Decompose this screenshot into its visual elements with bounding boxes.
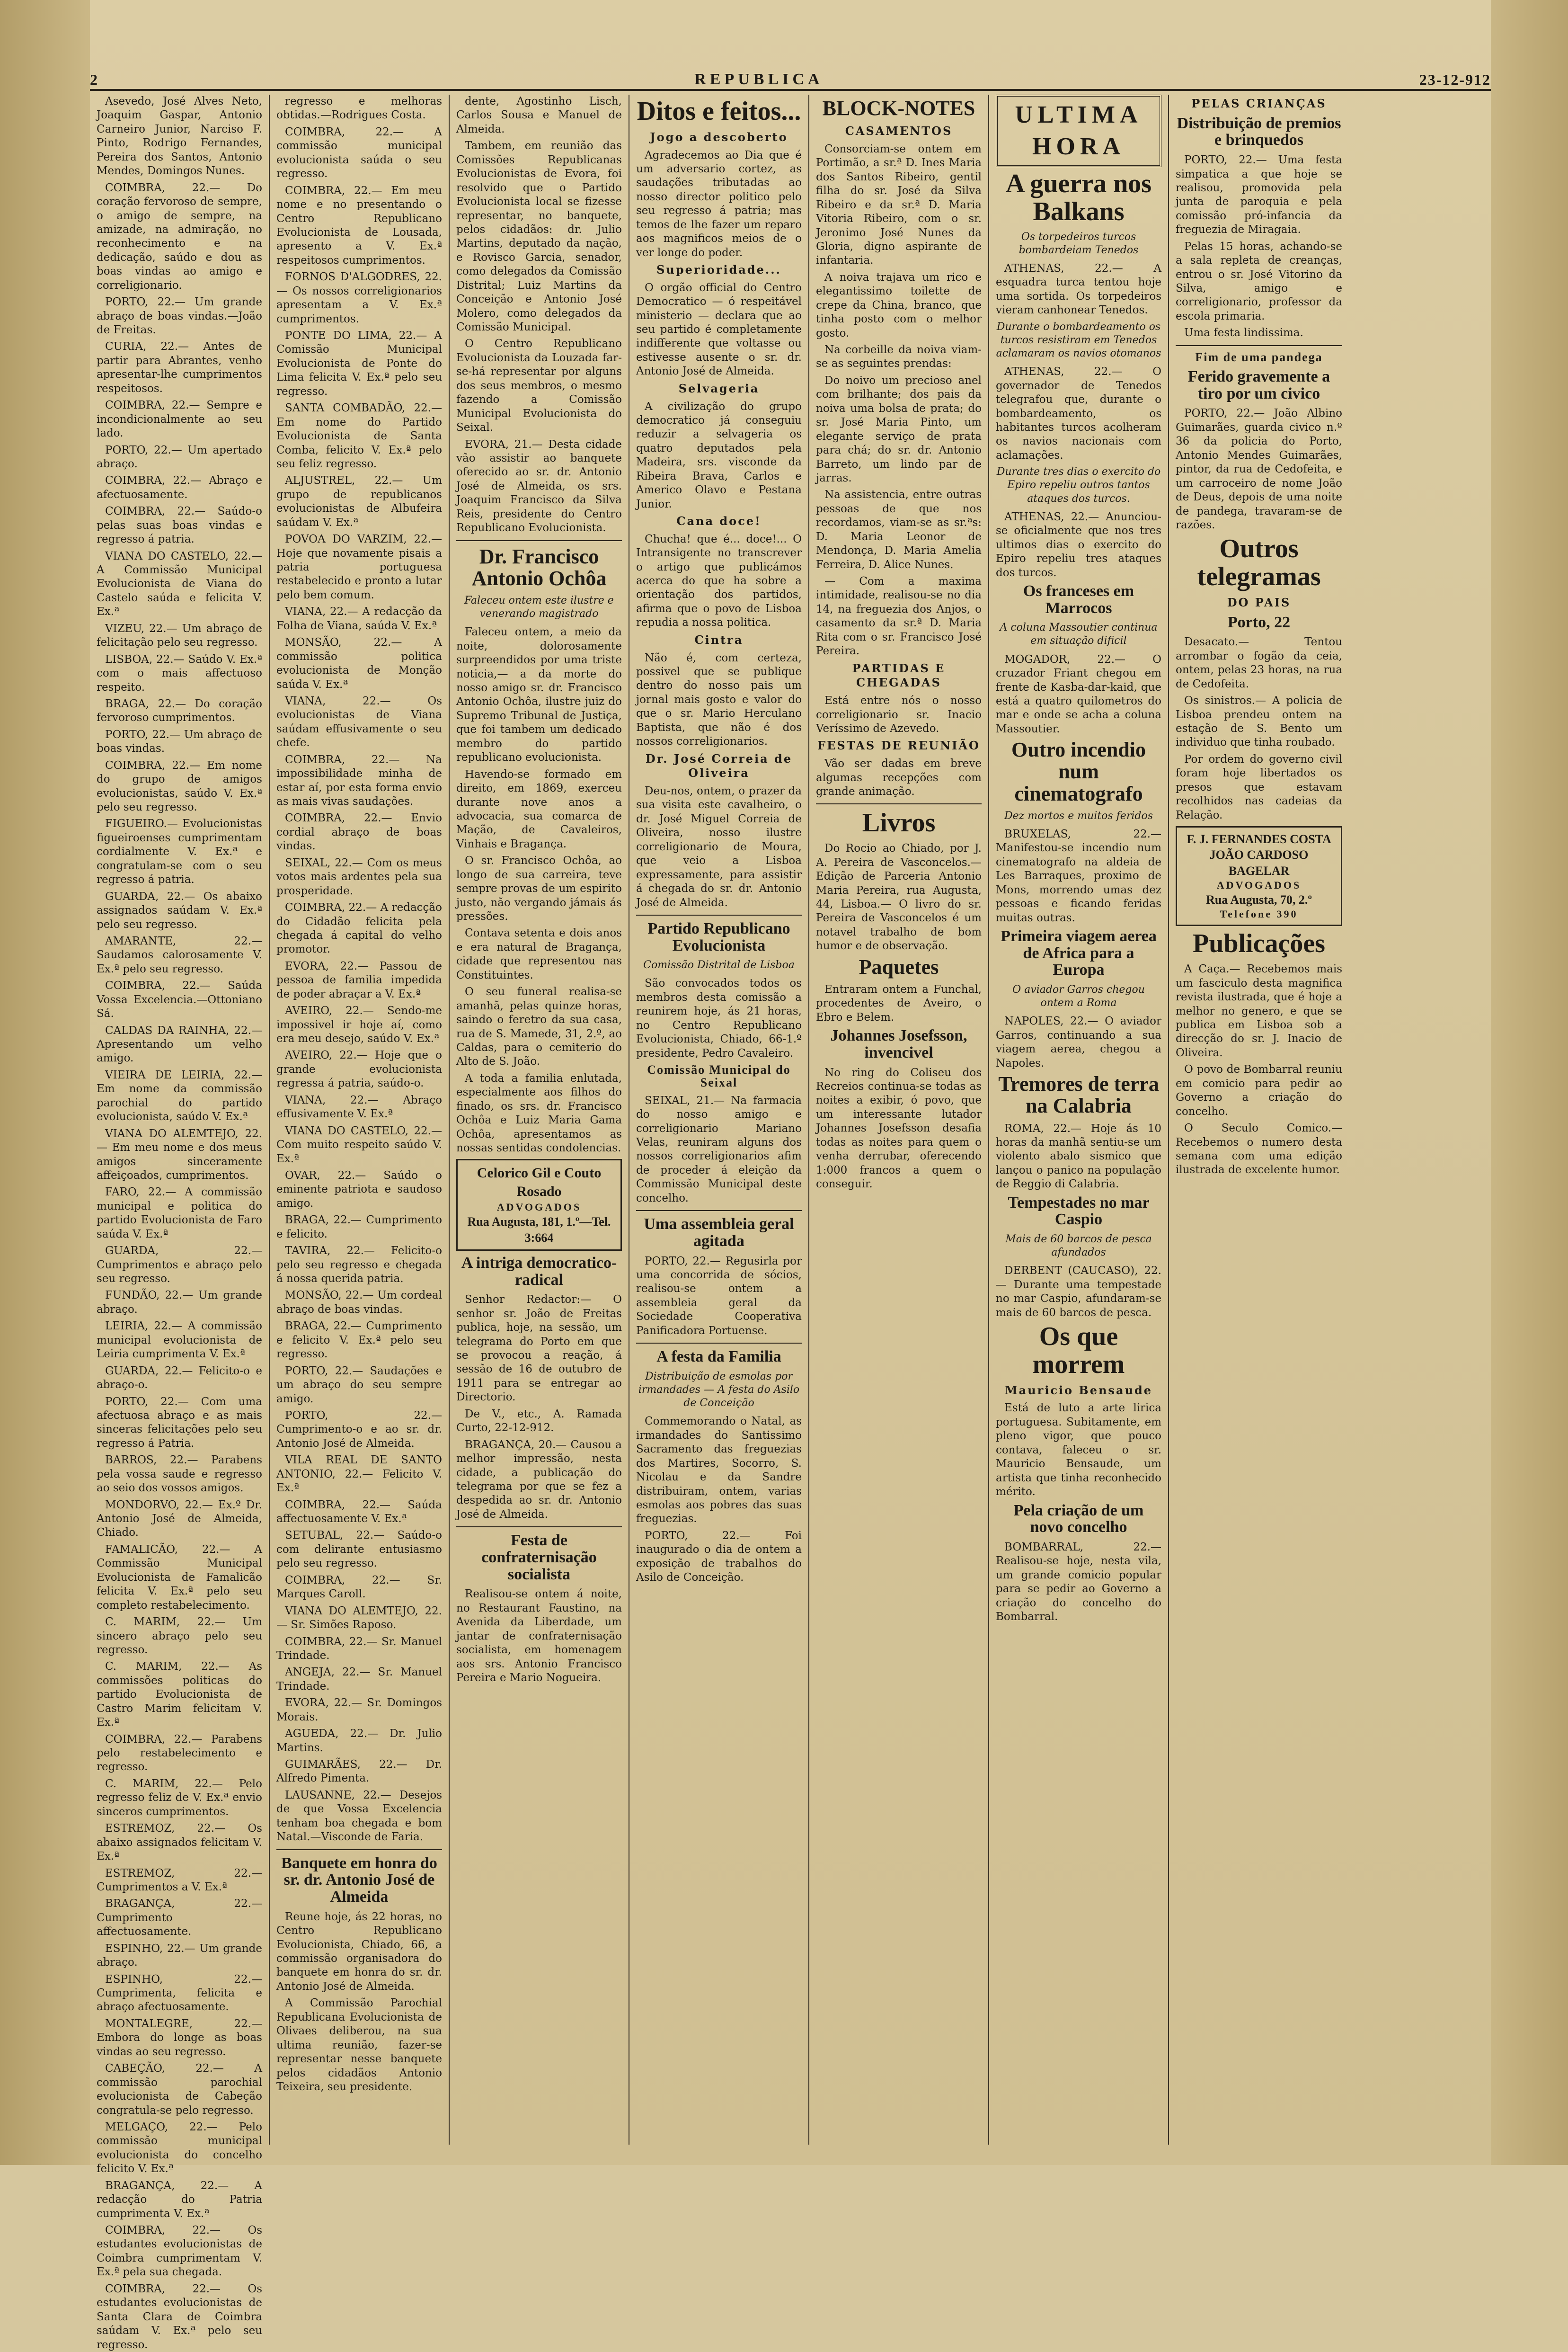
paragraph: VILA REAL DE SANTO ANTONIO, 22.— Felicito V. Ex.ª bbox=[276, 1454, 442, 1495]
family-headline: A festa da Familia bbox=[656, 1348, 781, 1366]
paragraph: A Caça.— Recebemos mais um fasciculo desta magnifica revista ilustrada, que é hoje a melhor no genero, e que se publica em Lisboa sob a direcção do sr. J. Inacio de Oliveira. bbox=[1176, 963, 1342, 1059]
paragraph: Senhor Redactor:— O senhor sr. João de Freitas publica, hoje, na sessão, um telegrama do Porto em que se provocou a reação, á sessão de 16 de outubro de 1911 para se entregar ao Directorio. bbox=[456, 1293, 622, 1404]
paragraph: EVORA, 21.— Desta cidade vão assistir ao banquete oferecido ao sr. dr. Antonio José de Almeida, os srs. Joaquim Francisco da Silva Reis, presidente do Centro Republicano Evolucionista. bbox=[456, 438, 622, 535]
paragraph: Contava setenta e dois anos e era natural de Bragança, cidade que representou nas Constituintes. bbox=[456, 927, 622, 981]
paragraph: COIMBRA, 22.— Envio cordial abraço de boas vindas. bbox=[276, 812, 442, 853]
column-7 bbox=[1169, 95, 1349, 2145]
paragraph: Os sinistros.— A policia de Lisboa prendeu ontem na estação de S. Bento um individuo que tinha roubado. bbox=[1176, 695, 1342, 749]
porto-dateline: Porto, 22 bbox=[1227, 613, 1291, 631]
paragraph: POVOA DO VARZIM, 22.— Hoje que novamente pisais a patria portuguesa restabelecido e pronto a lutar pelo bem comum. bbox=[276, 533, 442, 601]
paragraph: EVORA, 22.— Sr. Domingos Morais. bbox=[276, 1697, 442, 1723]
section-label: Selvageria bbox=[678, 381, 760, 395]
paragraph: AVEIRO, 22.— Sendo-me impossivel ir hoje aí, como era meu desejo, saúdo V. Ex.ª bbox=[276, 1005, 442, 1045]
air-travel-subhead: O aviador Garros chegou ontem a Roma bbox=[1012, 984, 1145, 1009]
section-label: Mauricio Bensaude bbox=[1005, 1383, 1152, 1397]
cinema-fire-subhead: Dez mortos e muitos feridos bbox=[1004, 810, 1153, 822]
assembly-headline: Uma assembleia geral agitada bbox=[644, 1215, 794, 1250]
paragraph: O Centro Republicano Evolucionista da Louzada far-se-há representar por alguns dos seus membros, o mesmo fazendo a Comissão Municipal Evolucionista do Seixal. bbox=[456, 338, 622, 434]
paragraph: PORTO, 22.— Um grande abraço de boas vindas.—João de Freitas. bbox=[97, 296, 262, 336]
ships-headline: Paquetes bbox=[859, 955, 939, 979]
paragraph: PORTO, 22.— Saudações e um abraço do seu sempre amigo. bbox=[276, 1364, 442, 1405]
paragraph: Consorciam-se ontem em Portimão, a sr.ª D. Ines Maria dos Santos Ribeiro, gentil filha do sr. José da Silva Ribeiro e da sr.ª D. Maria Vitoria Ribeiro, com o sr. Jeronimo José Nunes da Gloria, digno aspirante de infantaria. bbox=[816, 143, 982, 267]
paragraph: C. MARIM, 22.— As commissões politicas do partido Evolucionista de Castro Marim felicitam V. Ex.ª bbox=[97, 1660, 262, 1729]
paragraph: ESPINHO, 22.— Cumprimenta, felicita e abraço afectuosamente. bbox=[97, 1973, 262, 2013]
party-headline: Partido Republicano Evolucionista bbox=[647, 919, 790, 954]
page-right-edge bbox=[1491, 0, 1568, 2165]
paragraph: Na corbeille da noiva viam-se as seguintes prendas: bbox=[816, 344, 982, 370]
paragraph: VIANA, 22.— A redacção da Folha de Viana, saúda V. Ex.ª bbox=[276, 606, 442, 632]
paragraph: Do Rocio ao Chiado, por J. A. Pereira de Vasconcelos.— Edição de Parceria Antonio Maria Pereira, rua Augusta, 44, Lisboa.— O livro do sr. Pereira de Vasconcelos é um notavel trabalho de bom humor e de observação. bbox=[816, 842, 982, 953]
paragraph: Desacato.— Tentou arrombar o fogão da ceia, ontem, pelas 23 horas, na rua de Cedofeita. bbox=[1176, 636, 1342, 690]
paragraph: BRAGANÇA, 22.— Cumprimento affectuosamente. bbox=[97, 1898, 262, 1938]
paragraph: GUIMARÃES, 22.— Dr. Alfredo Pimenta. bbox=[276, 1758, 442, 1785]
paragraph: Está de luto a arte lirica portuguesa. Subitamente, em pleno vigor, que pouco contava, faleceu o sr. Mauricio Bensaude, um artista que tinha reconhecido mérito. bbox=[996, 1402, 1161, 1498]
paragraph: São convocados todos os membros desta comissão a reunirem hoje, ás 21 horas, no Centro Republicano Evolucionista, Chiado, 66-1.º presidente, Pedro Cavaleiro. bbox=[636, 977, 802, 1060]
section-label: PARTIDAS E CHEGADAS bbox=[852, 661, 946, 690]
column-3 bbox=[450, 95, 629, 2145]
paragraph: ESTREMOZ, 22.— Cumprimentos a V. Ex.ª bbox=[97, 1867, 262, 1893]
paragraph: OVAR, 22.— Saúdo o eminente patriota e saudoso amigo. bbox=[276, 1169, 442, 1210]
paragraph: BOMBARRAL, 22.— Realisou-se hoje, nesta vila, um grande comicio popular para se pedir ao Governo a criação do concelho do Bombarral. bbox=[996, 1541, 1161, 1623]
paragraph: AVEIRO, 22.— Hoje que o grande evolucionista regressa á patria, saúdo-o. bbox=[276, 1049, 442, 1090]
paragraph: VIANA DO ALEMTEJO, 22.— Em meu nome e dos meus amigos sinceramente affeiçoados, cumprimentos. bbox=[97, 1127, 262, 1182]
paragraph: PORTO, 22.— Um abraço de boas vindas. bbox=[97, 728, 262, 755]
paragraph: A Commissão Parochial Republicana Evolucionista de Olivaes deliberou, na sua ultima reunião, fazer-se representar nesse banquete pelos cidadãos Antonio Teixeira, seu presidente. bbox=[276, 1997, 442, 2093]
caspian-subhead: Mais de 60 barcos de pesca afundados bbox=[1005, 1233, 1152, 1259]
paragraph: COIMBRA, 22.— Abraço e afectuosamente. bbox=[97, 474, 262, 501]
paragraph: FUNDÃO, 22.— Um grande abraço. bbox=[97, 1289, 262, 1316]
paragraph: Agradecemos ao Dia que é um adversario cortez, as saudações tributadas ao nosso director politico pelo seu regresso á patria; mas temos de lhe fazer um reparo aos magnificos meios de o ver longe do poder. bbox=[636, 149, 802, 259]
divider bbox=[636, 1343, 802, 1344]
paragraph: O povo de Bombarral reuniu em comicio para pedir ao Governo a criação do concelho. bbox=[1176, 1063, 1342, 1118]
paragraph: MONDORVO, 22.— Ex.º Dr. Antonio José de Almeida, Chiado. bbox=[97, 1498, 262, 1539]
paragraph: PORTO, 22.— Cumprimento-o e ao sr. dr. Antonio José de Almeida. bbox=[276, 1409, 442, 1450]
paragraph: PORTO, 22.— Regusirla por uma concorrida de sócios, realisou-se ontem a assembleia geral da Sociedade Cooperativa Panificadora Portuense. bbox=[636, 1255, 802, 1337]
caspian-headline: Tempestades no mar Caspio bbox=[1008, 1194, 1150, 1229]
paragraph: A civilização do grupo democratico já conseguiu reduzir a selvageria os quatro deputados pela Madeira, srs. visconde da Ribeira Brava, Carlos e Americo Olavo e Pestana Junior. bbox=[636, 400, 802, 510]
paragraph: MONTALEGRE, 22.— Embora do longe as boas vindas ao seu regresso. bbox=[97, 2017, 262, 2058]
paragraph: COIMBRA, 22.— Saúda Vossa Excelencia.—Ottoniano Sá. bbox=[97, 980, 262, 1020]
paragraph: AMARANTE, 22.— Saudamos calorosamente V. Ex.ª pelo seu regresso. bbox=[97, 935, 262, 975]
column-5 bbox=[809, 95, 989, 2145]
column-6 bbox=[989, 95, 1169, 2145]
paragraph: CABEÇÃO, 22.— A commissão parochial evolucionista de Cabeção congratula-se pelo regresso. bbox=[97, 2062, 262, 2117]
wrestler-headline: Johannes Josefsson, invencivel bbox=[830, 1027, 967, 1061]
paragraph: PORTO, 22.— Um apertado abraço. bbox=[97, 444, 262, 470]
paragraph: VIANA DO CASTELO, 22.— Com muito respeito saúdo V. Ex.ª bbox=[276, 1124, 442, 1165]
paragraph: Asevedo, José Alves Neto, Joaquim Gaspar, Antonio Carneiro Junior, Narciso F. Pinto, Rodrigo Fernandes, Pereira dos Santos, Antonio Mendes, Domingos Nunes. bbox=[97, 95, 262, 178]
paragraph: dente, Agostinho Lisch, Carlos Sousa e Manuel de Almeida. bbox=[456, 95, 622, 135]
paragraph: No ring do Coliseu dos Recreios continua-se todas as noites a exibir, ó povo, que um interessante lutador Johannes Josefsson desafia todas as noites para quem o venha derrubar, oferecendo 1:000 francos a quem o conseguir. bbox=[816, 1066, 982, 1191]
paragraph: VIANA, 22.— Os evolucionistas de Viana saúdam effusivamente o seu chefe. bbox=[276, 695, 442, 749]
divider bbox=[1176, 345, 1342, 346]
children-headline: Distribuição de premios e brinquedos bbox=[1177, 114, 1341, 149]
divider bbox=[456, 540, 622, 541]
section-label: Jogo a descoberto bbox=[650, 130, 788, 144]
obituaries-headline: Os que morrem bbox=[1032, 1322, 1125, 1379]
paragraph: NAPOLES, 22.— O aviador Garros, continuando a sua viagem aerea, chegou a Napoles. bbox=[996, 1015, 1161, 1069]
paragraph: Pelas 15 horas, achando-se a sala repleta de creanças, entrou o sr. José Vitorino da Silva, amigo e correligionario, professor da escola primaria. bbox=[1176, 240, 1342, 322]
paragraph: TAVIRA, 22.— Felicito-o pelo seu regresso e chegada á nossa querida patria. bbox=[276, 1245, 442, 1285]
cinema-fire-headline: Outro incendio num cinematografo bbox=[1011, 738, 1146, 805]
paragraph: ATHENAS, 22.— A esquadra turca tentou hoje uma sortida. Os torpedeiros vieram canhonear Tenedos. bbox=[996, 262, 1161, 317]
ad-address: Rua Augusta, 70, 2.º bbox=[1206, 893, 1312, 907]
socialist-headline: Festa de confraternisação socialista bbox=[481, 1532, 597, 1583]
page-left-edge bbox=[0, 0, 90, 2165]
paragraph: BRAGANÇA, 20.— Causou a melhor impressão, nesta cidade, a publicação do telegrama por que se fez a despedida ao sr. dr. Antonio José de Almeida. bbox=[456, 1438, 622, 1521]
last-hour-banner: ULTIMA HORA bbox=[996, 95, 1161, 167]
paragraph: LEIRIA, 22.— A commissão municipal evolucionista de Leiria cumprimenta V. Ex.ª bbox=[97, 1320, 262, 1361]
party-subhead: Comissão Distrital de Lisboa bbox=[643, 959, 795, 971]
paragraph: AGUEDA, 22.— Dr. Julio Martins. bbox=[276, 1728, 442, 1754]
paragraph: FIGUEIRO.— Evolucionistas figueiroenses cumprimentam cordialmente V. Ex.ª e congratulam-se com o seu regresso á patria. bbox=[97, 818, 262, 886]
paragraph: O orgão official do Centro Democratico — ó respeitável ministerio — declara que ao seu partido é completamente indifferente que voltasse ou estivesse ausente o sr. dr. Antonio José de Almeida. bbox=[636, 281, 802, 378]
paragraph: Está entre nós o nosso correligionario sr. Inacio Veríssimo de Azevedo. bbox=[816, 695, 982, 735]
paragraph: PORTO, 22.— Foi inaugurado o dia de ontem a exposição de trabalhos do Asilo de Conceição. bbox=[636, 1529, 802, 1584]
paragraph: Uma festa lindissima. bbox=[1184, 327, 1303, 339]
lawyers-ad bbox=[456, 1159, 622, 1250]
paragraph: PONTE DO LIMA, 22.— A Comissão Municipal Evolucionista de Ponte do Lima felicita V. Ex.ª pelo seu regresso. bbox=[276, 330, 442, 398]
newspaper-name: REPUBLICA bbox=[694, 71, 824, 88]
paragraph: COIMBRA, 22.— Em meu nome e no presentando o Centro Republicano Evolucionista de Lousada, apresento a V. Ex.ª respeitosos cumprimentos. bbox=[276, 184, 442, 267]
paragraph: VIEIRA DE LEIRIA, 22.— Em nome da commissão parochial do partido evolucionista, saúdo V. Ex.ª bbox=[97, 1069, 262, 1123]
publications-headline: Publicações bbox=[1193, 929, 1325, 959]
paragraph: FAMALICÃO, 22.— A Commissão Municipal Evolucionista de Famalicão felicita V. Ex.ª pelo seu completo restabelecimento. bbox=[97, 1543, 262, 1612]
paragraph: GUARDA, 22.— Os abaixo assignados saúdam V. Ex.ª pelo seu regresso. bbox=[97, 890, 262, 931]
new-council-headline: Pela criação de um novo concelho bbox=[1013, 1501, 1144, 1536]
paragraph: BRAGA, 22.— Cumprimento e felicito V. Ex.ª pelo seu regresso. bbox=[276, 1320, 442, 1361]
paragraph: COIMBRA, 22.— Os estudantes evolucionistas de Coimbra cumprimentam V. Ex.ª pela sua chegada. bbox=[97, 2224, 262, 2279]
paragraph: COIMBRA, 22.— Os estudantes evolucionistas de Santa Clara de Coimbra saúdam V. Ex.ª pelo seu regresso. bbox=[97, 2282, 262, 2351]
paragraph: VIZEU, 22.— Um abraço de felicitação pelo seu regresso. bbox=[97, 622, 262, 649]
divider bbox=[456, 1526, 622, 1527]
paragraph: Vão ser dadas em breve algumas recepções com grande animação. bbox=[816, 757, 982, 798]
paragraph: Do noivo um precioso anel com brilhante; dos pais da noiva uma bolsa de prata; do sr. José Maria Pinto, um elegante serviço de prata para chá; do sr. dr. Antonio Barreto, um lindo par de jarras. bbox=[816, 374, 982, 484]
paragraph: BRUXELAS, 22.— Manifestou-se incendio num cinematografo na aldeia de Les Barraques, proximo de Mons, morrendo umas dez pessoas e ficando feridas muitas outras. bbox=[996, 828, 1161, 924]
ad-name-1: F. J. FERNANDES COSTA bbox=[1187, 832, 1331, 846]
paragraph: A toda a familia enlutada, especialmente aos filhos do finado, os srs. dr. Francisco Ochôa e Luiz Maria Gama Ochôa, apresentamos as nossas sentidas condolencias. bbox=[456, 1072, 622, 1154]
paragraph: COIMBRA, 22.— Em nome do grupo de amigos evolucionistas, saúdo V. Ex.ª pelo seu regresso. bbox=[97, 759, 262, 813]
paragraph: SANTA COMBADÃO, 22.— Em nome do Partido Evolucionista de Santa Comba, felicito V. Ex.ª pelo seu feliz regresso. bbox=[276, 402, 442, 470]
paragraph: Entraram ontem a Funchal, procedentes de Aveiro, o Ebro e Belem. bbox=[816, 983, 982, 1024]
paragraph: Chucha! que é... doce!... O Intransigente no transcrever o artigo que publicámos acerca do que ha sobre a orientação dos partidos, afirma que o povo de Lisboa repudia a nossa politica. bbox=[636, 533, 802, 629]
paragraph: COIMBRA, 22.— Na impossibilidade minha de estar aí, por esta forma envio as mais vivas saudações. bbox=[276, 753, 442, 808]
paragraph: O Seculo Comico.— Recebemos o numero desta semana com uma edição ilustrada de excelente humor. bbox=[1176, 1122, 1342, 1176]
paragraph: ESPINHO, 22.— Um grande abraço. bbox=[97, 1942, 262, 1969]
paragraph: BARROS, 22.— Parabens pela vossa saude e regresso ao seio dos vossos amigos. bbox=[97, 1454, 262, 1495]
paragraph: Por ordem do governo civil foram hoje libertados os presos que estavam recolhidos nas cadeias da Relação. bbox=[1176, 753, 1342, 821]
paragraph: COIMBRA, 22.— Sr. Marques Caroll. bbox=[276, 1574, 442, 1601]
section-label: DO PAIS bbox=[1227, 595, 1291, 609]
paragraph: Realisou-se ontem á noite, no Restaurant Faustino, na Avenida da Liberdade, um jantar de confraternisação socialista, em homenagem aos srs. Antonio Francisco Pereira e Mario Nogueira. bbox=[456, 1588, 622, 1684]
paragraph: COIMBRA, 22.— A redacção do Cidadão felicita pela chegada á capital do velho promotor. bbox=[276, 901, 442, 956]
block-notes-headline: BLOCK-NOTES bbox=[822, 97, 975, 120]
paragraph: O sr. Francisco Ochôa, ao longo de sua carreira, teve sempre provas de um espirito justo, não vergando jámais ás pressões. bbox=[456, 855, 622, 923]
paragraph: O seu funeral realisa-se amanhã, pelas quinze horas, saindo o feretro da sua casa, rua de S. Mamede, 31, 2.º, ao Caldas, para o cemiterio do Alto de S. João. bbox=[456, 986, 622, 1068]
paragraph: C. MARIM, 22.— Pelo regresso feliz de V. Ex.ª envio sinceros cumprimentos. bbox=[97, 1777, 262, 1818]
ad-name-2: JOÃO CARDOSO BAGELAR bbox=[1209, 848, 1309, 878]
paragraph: Reune hoje, ás 22 horas, no Centro Republicano Evolucionista, Chiado, 66, a commissão organisadora do banquete em honra do sr. dr. Antonio José de Almeida. bbox=[276, 1910, 442, 1993]
paragraph: FORNOS D'ALGODRES, 22.— Os nossos correligionarios apresentam a V. Ex.ª cumprimentos. bbox=[276, 271, 442, 325]
paragraph: GUARDA, 22.— Felicito-o e abraço-o. bbox=[97, 1364, 262, 1391]
paragraph: Havendo-se formado em direito, em 1869, exerceu durante nove anos a advocacia, sua comarca de Mação, de Cavaleiros, Vinhais e Bragança. bbox=[456, 768, 622, 850]
ad-role: ADVOGADOS bbox=[1216, 879, 1302, 891]
paragraph: COIMBRA, 22.— Parabens pelo restabelecimento e regresso. bbox=[97, 1733, 262, 1773]
shooting-headline: Ferido gravemente a tiro por um civico bbox=[1187, 368, 1330, 402]
section-label: FESTAS DE REUNIÃO bbox=[817, 739, 980, 753]
columns bbox=[90, 95, 1491, 2351]
paragraph: COIMBRA, 22.— Sr. Manuel Trindade. bbox=[276, 1635, 442, 1662]
paragraph: PORTO, 22.— João Albino Guimarães, guarda civico n.º 36 da policia do Porto, Antonio Mendes Guimarães, pintor, da rua de Cedofeita, e um carroceiro de nome João de Deus, depois de uma noite de pandega, travaram-se de razões. bbox=[1176, 407, 1342, 531]
morocco-headline: Os franceses em Marrocos bbox=[1023, 582, 1134, 617]
obituary-headline: Dr. Francisco Antonio Ochôa bbox=[471, 544, 607, 590]
paragraph: SEIXAL, 21.— Na farmacia do nosso amigo e correligionario Mariano Velas, reuniram alguns dos nossos correligionarios afim de proceder á eleição da Commissão Municipal deste concelho. bbox=[636, 1094, 802, 1204]
paragraph: COIMBRA, 22.— A commissão municipal evolucionista saúda o seu regresso. bbox=[276, 125, 442, 180]
air-travel-headline: Primeira viagem aerea de Africa para a Europa bbox=[1001, 927, 1157, 979]
section-label: Cana doce! bbox=[676, 514, 762, 528]
paragraph: SEIXAL, 22.— Com os meus votos mais ardentes pela sua prosperidade. bbox=[276, 856, 442, 897]
section-label: CASAMENTOS bbox=[845, 124, 953, 138]
ad-firm-name: Celorico Gil e Couto Rosado bbox=[477, 1165, 602, 1199]
paragraph: regresso e melhoras obtidas.—Rodrigues Costa. bbox=[276, 95, 442, 122]
paragraph: COIMBRA, 22.— Saúda affectuosamente V. Ex.ª bbox=[276, 1498, 442, 1525]
issue-date: 23-12-912 bbox=[1419, 71, 1491, 88]
earthquake-headline: Tremores de terra na Calabria bbox=[998, 1072, 1159, 1118]
section-label: Superioridade... bbox=[656, 263, 781, 277]
paragraph: ESTREMOZ, 22.— Os abaixo assignados felicitam V. Ex.ª bbox=[97, 1822, 262, 1863]
paragraph: Faleceu ontem, a meio da noite, dolorosamente surpreendidos por uma triste noticia,— a da morte do nosso amigo sr. dr. Francisco Antonio Ochôa, ilustre juiz do Supremo Tribunal de Justiça, que foi tambem um dedicado membro do partido republicano evolucionista. bbox=[456, 626, 622, 764]
paragraph: MONSÃO, 22.— A commissão politica evolucionista de Monção saúda V. Ex.ª bbox=[276, 636, 442, 691]
obituary-subhead: Faleceu ontem este ilustre e venerando magistrado bbox=[464, 594, 614, 620]
paragraph: VIANA, 22.— Abraço effusivamente V. Ex.ª bbox=[276, 1094, 442, 1121]
paragraph: Deu-nos, ontem, o prazer da sua visita este cavalheiro, o dr. José Miguel Correia de Oliveira, nosso ilustre correligionario de Moura, que veio a Lisboa expressamente, para assistir á chegada do sr. dr. Antonio José de Almeida. bbox=[636, 785, 802, 909]
paragraph: EVORA, 22.— Passou de pessoa de familia impedida de poder abraçar a V. Ex.ª bbox=[276, 960, 442, 1000]
paragraph: COIMBRA, 22.— Sempre e incondicionalmente ao seu lado. bbox=[97, 399, 262, 440]
paragraph: Commemorando o Natal, as irmandades do Santissimo Sacramento das freguezias dos Martires, Socorro, S. Nicolau e da Sandre distribuiram, ontem, varias esmolas aos pobres das suas freguezias. bbox=[636, 1415, 802, 1525]
column-1 bbox=[90, 95, 270, 2351]
balkans-subhead-2: Durante o bombardeamento os turcos resistiram em Tenedos aclamaram os navios otomanos bbox=[996, 321, 1161, 360]
paragraph: Tambem, em reunião das Comissões Republicanas Evolucionistas de Evora, foi resolvido que o Partido Evolucionista local se fizesse representar, no banquete, pelos cidadãos: dr. Julio Martins, deputado da nação, e Rovisco Garcia, senador, como delegados da Comissão Distrital; Luiz Martins da Conceição e Antonio José Molero, como delegados da Comissão Municipal. bbox=[456, 140, 622, 333]
paragraph: BRAGA, 22.— Do coração fervoroso cumprimentos. bbox=[97, 697, 262, 724]
paragraph: DERBENT (CAUCASO), 22.— Durante uma tempestade no mar Caspio, afundaram-se mais de 60 barcos de pesca. bbox=[996, 1265, 1161, 1319]
paragraph: COIMBRA, 22.— Do coração fervoroso de sempre, o amigo de sempre, na amizade, na admiração, no reconhecimento e na dedicação, saúdo e dou as boas vindas ao amigo e correligionario. bbox=[97, 181, 262, 292]
page-number: 2 bbox=[90, 71, 98, 88]
paragraph: Não é, com certeza, possivel que se publique dentro do nosso pais um jornal mais gosto e valor do que o sr. Mario Herculano Baptista, que não é dos nossos correligionarios. bbox=[636, 651, 802, 748]
family-subhead: Distribuição de esmolas por irmandades — A festa do Asilo de Conceição bbox=[638, 1370, 800, 1409]
paragraph: MONSÃO, 22.— Um cordeal abraço de boas vindas. bbox=[276, 1289, 442, 1316]
paragraph: ALJUSTREL, 22.— Um grupo de republicanos evolucionistas de Albufeira saúdam V. Ex.ª bbox=[276, 474, 442, 529]
paragraph: FARO, 22.— A commissão municipal e politica do partido Evolucionista de Faro saúda V. Ex.ª bbox=[97, 1186, 262, 1240]
banquet-headline: Banquete em honra do sr. dr. Antonio José de Almeida bbox=[281, 1854, 437, 1906]
divider bbox=[636, 1210, 802, 1211]
paragraph: — Com a maxima intimidade, realisou-se no dia 14, na freguezia dos Anjos, o casamento da sr.ª D. Maria Rita com o sr. Francisco José Pereira. bbox=[816, 575, 982, 658]
divider bbox=[276, 1849, 442, 1850]
spree-headline: Fim de uma pandega bbox=[1195, 350, 1323, 364]
balkans-headline: A guerra nos Balkans bbox=[1006, 169, 1152, 226]
other-telegrams-headline: Outros telegramas bbox=[1197, 534, 1321, 592]
books-headline: Livros bbox=[862, 808, 936, 838]
paragraph: ATHENAS, 22.— O governador de Tenedos telegrafou que, durante o bombardeamento, os habitantes turcos acolheram os navios nacionais com aclamações. bbox=[996, 365, 1161, 462]
paragraph: ATHENAS, 22.— Anunciou-se oficialmente que nos tres ultimos dias o exercito do Epiro repeliu tres ataques dos turcos. bbox=[996, 510, 1161, 579]
paragraph: A noiva trajava um rico e elegantissimo toilette de crepe da China, branco, que tinha posto com o melhor gosto. bbox=[816, 271, 982, 339]
section-label: PELAS CRIANÇAS bbox=[1191, 97, 1327, 110]
paragraph: CALDAS DA RAINHA, 22.— Apresentando um velho amigo. bbox=[97, 1024, 262, 1065]
paragraph: SETUBAL, 22.— Saúdo-o com delirante entusiasmo pelo seu regresso. bbox=[276, 1529, 442, 1570]
lawyers-ad-2 bbox=[1176, 826, 1342, 926]
morocco-subhead: A coluna Massoutier continua em situação dificil bbox=[1000, 622, 1158, 647]
paragraph: LAUSANNE, 22.— Desejos de que Vossa Excelencia tenham boa chegada e bom Natal.—Visconde de Faria. bbox=[276, 1789, 442, 1844]
column-2 bbox=[270, 95, 450, 2145]
paragraph: PORTO, 22.— Com uma afectuosa abraço e as mais sinceras felicitações pelo seu regresso á Patria. bbox=[97, 1395, 262, 1450]
ad-phone: Telefone 390 bbox=[1220, 908, 1298, 920]
divider bbox=[816, 803, 982, 804]
ad-address: Rua Augusta, 181, 1.º—Tel. 3:664 bbox=[467, 1215, 611, 1245]
divider bbox=[636, 915, 802, 916]
section-label: Cintra bbox=[694, 633, 744, 647]
balkans-subhead-3: Durante tres dias o exercito do Epiro repeliu outros tantos ataques dos turcos. bbox=[996, 466, 1161, 505]
paragraph: LISBOA, 22.— Saúdo V. Ex.ª com o mais affectuoso respeito. bbox=[97, 653, 262, 694]
paragraph: VIANA DO CASTELO, 22.— A Commissão Municipal Evolucionista de Viana do Castelo saúda e felicita V. Ex.ª bbox=[97, 550, 262, 618]
paragraph: VIANA DO ALEMTEJO, 22.— Sr. Simões Raposo. bbox=[276, 1604, 442, 1631]
paragraph: MELGAÇO, 22.— Pelo commissão municipal evolucionista do concelho felicito V. Ex.ª bbox=[97, 2120, 262, 2175]
paragraph: C. MARIM, 22.— Um sincero abraço pelo seu regresso. bbox=[97, 1616, 262, 1656]
paragraph: Na assistencia, entre outras pessoas de que nos recordamos, viam-se as sr.ªs: D. Maria Leonor de Mendonça, D. Maria Amelia Ferreira, D. Alice Nunes. bbox=[816, 489, 982, 571]
paragraph: ROMA, 22.— Hoje ás 10 horas da manhã sentiu-se um violento abalo sismico que lançou o panico na população de Reggio di Calabria. bbox=[996, 1122, 1161, 1191]
paragraph: PORTO, 22.— Uma festa simpatica a que hoje se realisou, promovida pela junta de paroquia e pela comissão pró-infancia da freguezia de Miragaia. bbox=[1176, 154, 1342, 236]
paragraph: BRAGANÇA, 22.— A redacção do Patria cumprimenta V. Ex.ª bbox=[97, 2179, 262, 2220]
section-label: Dr. José Correia de Oliveira bbox=[645, 751, 793, 780]
masthead-bar bbox=[90, 70, 1491, 91]
balkans-subhead: Os torpedeiros turcos bombardeiam Tenedos bbox=[1019, 231, 1139, 256]
paragraph: COIMBRA, 22.— Saúdo-o pelas suas boas vindas e regresso á patria. bbox=[97, 505, 262, 546]
paragraph: GUARDA, 22.— Cumprimentos e abraço pelo seu regresso. bbox=[97, 1245, 262, 1285]
paragraph: ANGEJA, 22.— Sr. Manuel Trindade. bbox=[276, 1666, 442, 1693]
ad-role: ADVOGADOS bbox=[496, 1201, 582, 1213]
paragraph: CURIA, 22.— Antes de partir para Abrantes, venho apresentar-lhe cumprimentos respeitosos. bbox=[97, 340, 262, 395]
ditos-headline: Ditos e feitos... bbox=[637, 97, 801, 126]
intrigue-headline: A intriga democratico-radical bbox=[461, 1254, 617, 1289]
paragraph: BRAGA, 22.— Cumprimento e felicito. bbox=[276, 1214, 442, 1240]
paragraph: MOGADOR, 22.— O cruzador Friant chegou em frente de Kasba-dar-kaid, que está a quatro quilometros do mar e onde se acha a coluna Massoutier. bbox=[996, 653, 1161, 735]
seixal-headline: Comissão Municipal do Seixal bbox=[647, 1063, 791, 1090]
column-4 bbox=[629, 95, 809, 2145]
paragraph: De V., etc., A. Ramada Curto, 22-12-912. bbox=[456, 1408, 622, 1434]
